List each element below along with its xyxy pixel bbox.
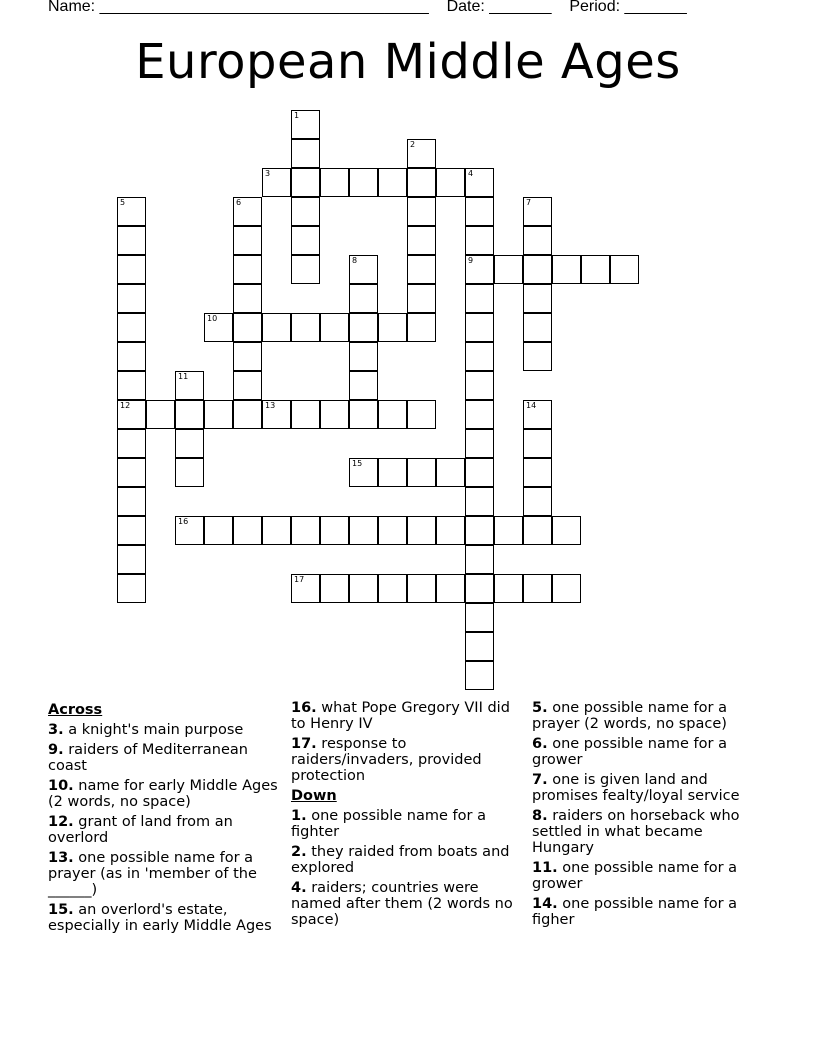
clue-down-14: 14. one possible name for a figher — [532, 896, 738, 928]
crossword-cell[interactable] — [233, 371, 262, 400]
crossword-cell[interactable] — [436, 458, 465, 487]
crossword-cell[interactable] — [407, 168, 436, 197]
crossword-cell[interactable] — [291, 255, 320, 284]
clue-across-12: 12. grant of land from an overlord — [48, 814, 233, 846]
clue-number: 15 — [352, 459, 363, 468]
crossword-cell[interactable] — [233, 284, 262, 313]
crossword-cell[interactable] — [233, 255, 262, 284]
clue-across-9: 9. raiders of Mediterranean coast — [48, 742, 248, 774]
crossword-cell[interactable] — [523, 226, 552, 255]
crossword-cell[interactable] — [407, 226, 436, 255]
down-heading: Down — [291, 788, 337, 804]
clue-number: 9 — [468, 256, 474, 265]
crossword-cell[interactable] — [291, 400, 320, 429]
crossword-cell[interactable] — [407, 574, 436, 603]
clue-number: 2 — [410, 140, 416, 149]
crossword-cell[interactable] — [407, 313, 436, 342]
crossword-cell[interactable] — [523, 429, 552, 458]
clue-across-10: 10. name for early Middle Ages (2 words, no space) — [48, 778, 278, 810]
crossword-cell[interactable] — [552, 516, 581, 545]
crossword-cell[interactable] — [349, 400, 378, 429]
crossword-cell[interactable] — [262, 516, 291, 545]
crossword-cell[interactable] — [407, 197, 436, 226]
crossword-cell[interactable] — [349, 574, 378, 603]
clues-column-3 — [532, 700, 764, 932]
clue-across-13: 13. one possible name for a prayer (as in 'member of the ______) — [48, 850, 257, 898]
crossword-cell[interactable] — [465, 168, 494, 197]
crossword-cell[interactable] — [407, 400, 436, 429]
clues-column-1 — [48, 700, 280, 938]
crossword-cell[interactable] — [233, 342, 262, 371]
crossword-cell[interactable] — [436, 516, 465, 545]
crossword-cell[interactable] — [117, 516, 146, 545]
clue-across-16: 16. what Pope Gregory VII did to Henry IV — [291, 700, 510, 732]
clue-number: 11 — [178, 372, 189, 381]
crossword-cell[interactable] — [320, 168, 349, 197]
crossword-cell[interactable] — [349, 255, 378, 284]
crossword-cell[interactable] — [523, 197, 552, 226]
clue-number: 13 — [265, 401, 276, 410]
crossword-cell[interactable] — [349, 342, 378, 371]
crossword-cell[interactable] — [407, 516, 436, 545]
clue-number: 12 — [120, 401, 131, 410]
crossword-cell[interactable] — [436, 168, 465, 197]
crossword-cell[interactable] — [552, 574, 581, 603]
crossword-cell[interactable] — [320, 400, 349, 429]
crossword-cell[interactable] — [465, 284, 494, 313]
crossword-cell[interactable] — [320, 516, 349, 545]
crossword-cell[interactable] — [465, 661, 494, 690]
clue-number: 5 — [120, 198, 126, 207]
clue-across-3: 3. a knight's main purpose — [48, 722, 244, 738]
crossword-cell[interactable] — [465, 400, 494, 429]
crossword-cell[interactable] — [204, 400, 233, 429]
clue-down-5: 5. one possible name for a prayer (2 words, no space) — [532, 700, 727, 732]
crossword-cell[interactable] — [262, 400, 291, 429]
crossword-cell[interactable] — [117, 342, 146, 371]
crossword-cell[interactable] — [523, 342, 552, 371]
clue-number: 6 — [236, 198, 242, 207]
crossword-cell[interactable] — [523, 574, 552, 603]
clue-number: 8 — [352, 256, 358, 265]
crossword-cell[interactable] — [117, 371, 146, 400]
crossword-cell[interactable] — [349, 284, 378, 313]
crossword-cell[interactable] — [436, 574, 465, 603]
crossword-cell[interactable] — [146, 400, 175, 429]
crossword-cell[interactable] — [494, 255, 523, 284]
crossword-cell[interactable] — [320, 574, 349, 603]
crossword-cell[interactable] — [378, 574, 407, 603]
crossword-cell[interactable] — [233, 226, 262, 255]
clue-number: 3 — [265, 169, 271, 178]
crossword-cell[interactable] — [291, 313, 320, 342]
crossword-cell[interactable] — [465, 255, 494, 284]
student-info-line[interactable]: Name: _____________________________________ Date: _______ Period: _______ — [48, 0, 687, 15]
clue-down-6: 6. one possible name for a grower — [532, 736, 727, 768]
crossword-cell[interactable] — [494, 574, 523, 603]
crossword-cell[interactable] — [523, 458, 552, 487]
clue-across-17: 17. response to raiders/invaders, provided protection — [291, 736, 482, 784]
crossword-cell[interactable] — [117, 284, 146, 313]
crossword-cell[interactable] — [117, 226, 146, 255]
crossword-cell[interactable] — [407, 458, 436, 487]
crossword-cell[interactable] — [378, 168, 407, 197]
crossword-cell[interactable] — [378, 400, 407, 429]
crossword-cell[interactable] — [291, 574, 320, 603]
crossword-cell[interactable] — [581, 255, 610, 284]
crossword-cell[interactable] — [523, 284, 552, 313]
crossword-cell[interactable] — [175, 516, 204, 545]
crossword-cell[interactable] — [291, 197, 320, 226]
crossword-cell[interactable] — [175, 458, 204, 487]
crossword-cell[interactable] — [610, 255, 639, 284]
clue-down-8: 8. raiders on horseback who settled in what became Hungary — [532, 808, 740, 856]
clue-down-11: 11. one possible name for a grower — [532, 860, 738, 892]
crossword-cell[interactable] — [523, 400, 552, 429]
crossword-cell[interactable] — [465, 342, 494, 371]
crossword-cell[interactable] — [349, 168, 378, 197]
crossword-cell[interactable] — [117, 545, 146, 574]
crossword-cell[interactable] — [291, 516, 320, 545]
clue-number: 17 — [294, 575, 305, 584]
crossword-cell[interactable] — [465, 313, 494, 342]
crossword-cell[interactable] — [117, 487, 146, 516]
crossword-cell[interactable] — [175, 429, 204, 458]
clue-number: 4 — [468, 169, 474, 178]
crossword-cell[interactable] — [262, 168, 291, 197]
crossword-cell[interactable] — [465, 545, 494, 574]
clue-across-15: 15. an overlord's estate, especially in early Middle Ages — [48, 902, 272, 934]
crossword-cell[interactable] — [523, 487, 552, 516]
crossword-cell[interactable] — [117, 574, 146, 603]
crossword-cell[interactable] — [465, 458, 494, 487]
crossword-cell[interactable] — [291, 226, 320, 255]
crossword-cell[interactable] — [204, 313, 233, 342]
page-title: European Middle Ages — [135, 34, 681, 90]
crossword-cell[interactable] — [291, 139, 320, 168]
crossword-cell[interactable] — [349, 458, 378, 487]
crossword-cell[interactable] — [407, 139, 436, 168]
clue-number: 7 — [526, 198, 532, 207]
crossword-cell[interactable] — [233, 313, 262, 342]
crossword-cell[interactable] — [465, 603, 494, 632]
crossword-cell[interactable] — [117, 255, 146, 284]
crossword-cell[interactable] — [262, 313, 291, 342]
crossword-cell[interactable] — [552, 255, 581, 284]
across-heading: Across — [48, 702, 103, 718]
crossword-cell[interactable] — [465, 371, 494, 400]
clues-column-2 — [291, 700, 523, 932]
clue-down-7: 7. one is given land and promises fealty/loyal service — [532, 772, 740, 804]
clue-number: 14 — [526, 401, 537, 410]
crossword-cell[interactable] — [117, 429, 146, 458]
clue-number: 1 — [294, 111, 300, 120]
crossword-cell[interactable] — [407, 284, 436, 313]
crossword-cell[interactable] — [291, 110, 320, 139]
crossword-cell[interactable] — [465, 487, 494, 516]
crossword-cell[interactable] — [465, 632, 494, 661]
crossword-cell[interactable] — [378, 458, 407, 487]
clue-number: 16 — [178, 517, 189, 526]
crossword-cell[interactable] — [204, 516, 233, 545]
crossword-cell[interactable] — [175, 371, 204, 400]
crossword-cell[interactable] — [291, 168, 320, 197]
crossword-cell[interactable] — [320, 313, 349, 342]
crossword-cell[interactable] — [523, 516, 552, 545]
clue-down-2: 2. they raided from boats and explored — [291, 844, 510, 876]
crossword-cell[interactable] — [465, 574, 494, 603]
crossword-cell[interactable] — [349, 516, 378, 545]
crossword-cell[interactable] — [349, 371, 378, 400]
clue-down-4: 4. raiders; countries were named after them (2 words no space) — [291, 880, 513, 928]
crossword-cell[interactable] — [378, 516, 407, 545]
crossword-cell[interactable] — [494, 516, 523, 545]
crossword-cell[interactable] — [233, 516, 262, 545]
crossword-cell[interactable] — [349, 313, 378, 342]
crossword-cell[interactable] — [117, 313, 146, 342]
crossword-cell[interactable] — [407, 255, 436, 284]
crossword-cell[interactable] — [117, 458, 146, 487]
clue-down-1: 1. one possible name for a fighter — [291, 808, 486, 840]
crossword-cell[interactable] — [465, 516, 494, 545]
crossword-cell[interactable] — [523, 313, 552, 342]
crossword-cell[interactable] — [378, 313, 407, 342]
crossword-cell[interactable] — [117, 197, 146, 226]
crossword-cell[interactable] — [175, 400, 204, 429]
crossword-cell[interactable] — [233, 400, 262, 429]
clue-number: 10 — [207, 314, 218, 323]
crossword-cell[interactable] — [465, 429, 494, 458]
crossword-cell[interactable] — [233, 197, 262, 226]
crossword-cell[interactable] — [523, 255, 552, 284]
crossword-cell[interactable] — [465, 197, 494, 226]
crossword-cell[interactable] — [465, 226, 494, 255]
crossword-cell[interactable] — [117, 400, 146, 429]
